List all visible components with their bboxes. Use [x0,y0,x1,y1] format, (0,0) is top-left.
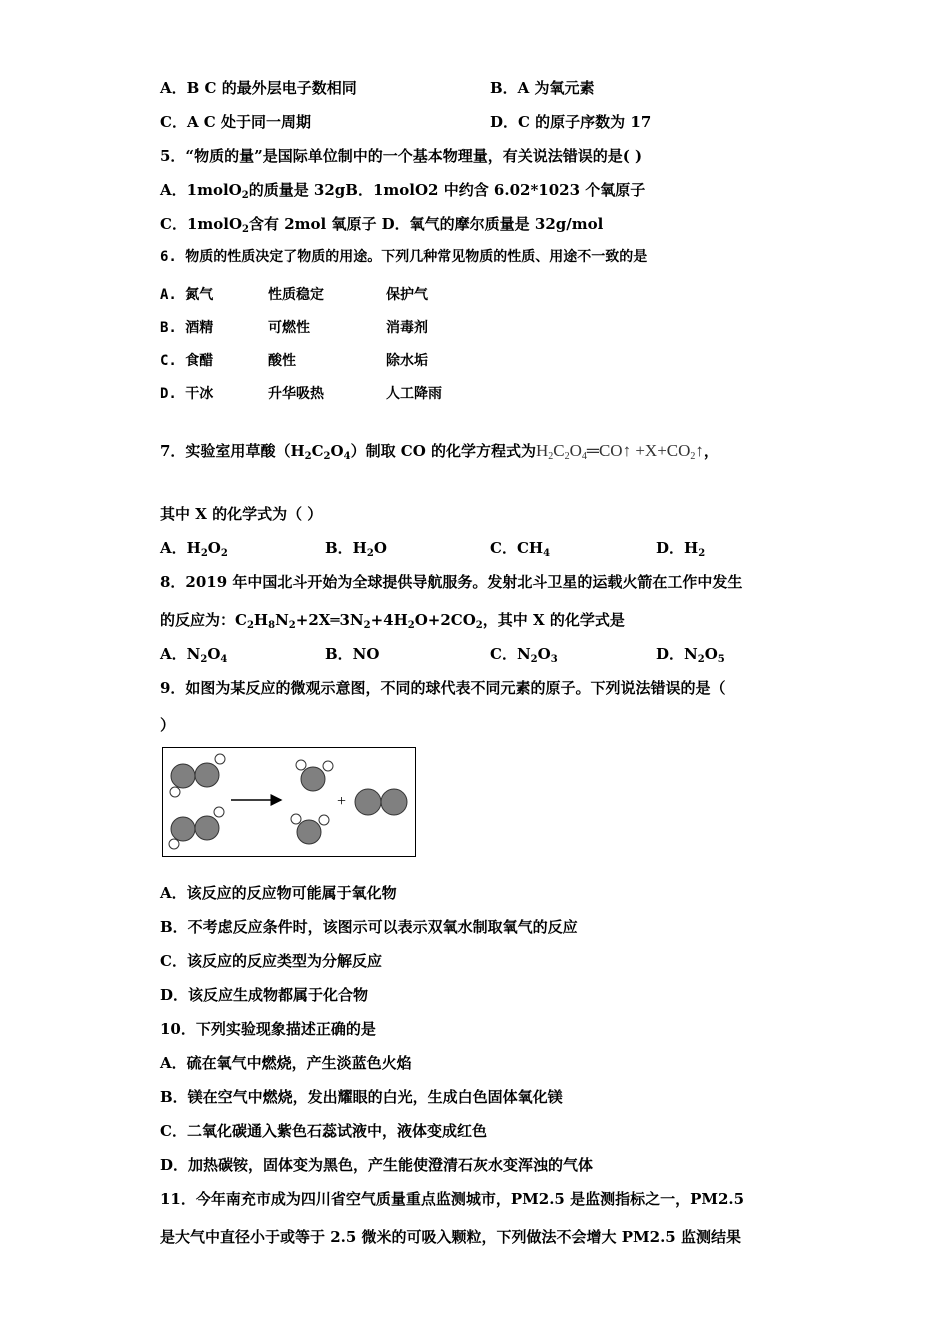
q6-row-c-property: 酸性 [268,353,296,369]
q8-option-a: A．$N_2O_4$ [160,645,228,665]
q11-stem: 11．今年南充市成为四川省空气质量重点监测城市，PM2.5 是监测指标之一，PM2.5 [160,1190,745,1208]
q6-row-a: A. 氮气 [160,287,214,303]
q5-option-c: C．1molO$_2$含有 2mol 氧原子 D．氧气的摩尔质量是 32g/mol [160,215,604,235]
q4-option-c: C．A C 处于同一周期 [160,113,311,131]
product-water-1 [296,760,333,791]
plus-sign: + [337,793,347,810]
q8-stem-2: 的反应为：$C_2H_8N_2+2X═3N_2+4H_2O+2CO_2$，其中 X 的化学式是 [160,611,625,631]
q6-row-b-use: 消毒剂 [386,320,428,336]
q5-option-a: A．1molO$_2$的质量是 32gB．1molO2 中约含 6.02*1023 个氧原子 [160,181,646,201]
q7-stem: 7．实验室用草酸$(H_2C_2O_4)$制取 CO 的化学方程式为$H_2C_2O_4═CO↑$ $+X+CO_2↑$， [160,441,719,462]
q5-stem: 5．“物质的量”是国际单位制中的一个基本物理量，有关说法错误的是( ) [160,147,643,165]
q7-option-b: B．$H_2O$ [325,539,387,559]
reaction-diagram-svg [163,748,415,856]
q6-row-c: C. 食醋 [160,353,214,369]
q8-stem: 8．2019 年中国北斗开始为全球提供导航服务。发射北斗卫星的运载火箭在工作中发生 [160,573,743,591]
q4-option-a: A．B C 的最外层电子数相同 [160,79,357,97]
q8-option-d: D．$N_2O_5$ [656,645,725,665]
q8-option-c: C．$N_2O_3$ [490,645,558,665]
q6-row-a-property: 性质稳定 [268,287,324,303]
q6-row-b-property: 可燃性 [268,320,310,336]
q9-stem-close: ） [160,716,176,734]
q4-option-b: B．A 为氧元素 [490,79,595,97]
q9-option-a: A．该反应的反应物可能属于氧化物 [160,884,397,902]
q9-option-d: D．该反应生成物都属于化合物 [160,986,369,1004]
q7-option-c: C．$CH_4$ [490,539,551,559]
product-oxygen [355,789,407,815]
q10-option-d: D．加热碳铵，固体变为黑色，产生能使澄清石灰水变浑浊的气体 [160,1156,594,1174]
q6-row-d-use: 人工降雨 [386,386,442,402]
q11-stem-2: 是大气中直径小于或等于 2.5 微米的可吸入颗粒，下列做法不会增大 PM2.5 监测结果 [160,1228,741,1246]
product-water-2 [291,814,329,844]
q9-option-b: B．不考虑反应条件时，该图示可以表示双氧水制取氧气的反应 [160,918,578,936]
reactant-molecule-1 [170,754,225,797]
reaction-diagram [162,747,416,857]
q6-row-c-use: 除水垢 [386,353,428,369]
q6-row-d: D. 干冰 [160,386,214,402]
q6-stem: 6. 物质的性质决定了物质的用途。下列几种常见物质的性质、用途不一致的是 [160,249,648,265]
q7-stem-2: 其中 X 的化学式为（ ） [160,505,323,523]
q10-stem: 10．下列实验现象描述正确的是 [160,1020,376,1038]
q6-row-d-property: 升华吸热 [268,386,324,402]
q7-option-d: D．$H_2$ [656,539,706,559]
q6-row-a-use: 保护气 [386,287,428,303]
q7-equation: $H_2C_2O_4═CO↑$ $+X+CO_2↑$ [536,441,704,462]
q8-option-b: B．NO [325,645,380,663]
q6-row-b: B. 酒精 [160,320,214,336]
q10-option-c: C．二氧化碳通入紫色石蕊试液中，液体变成红色 [160,1122,487,1140]
q10-option-a: A．硫在氧气中燃烧，产生淡蓝色火焰 [160,1054,412,1072]
q10-option-b: B．镁在空气中燃烧，发出耀眼的白光，生成白色固体氧化镁 [160,1088,563,1106]
q4-option-d: D．C 的原子序数为 17 [490,113,652,131]
q9-stem: 9．如图为某反应的微观示意图，不同的球代表不同元素的原子。下列说法错误的是（ [160,679,726,697]
q9-option-c: C．该反应的反应类型为分解反应 [160,952,382,970]
reactant-molecule-2 [169,807,224,849]
q7-option-a: A．$H_2O_2$ [160,539,228,559]
